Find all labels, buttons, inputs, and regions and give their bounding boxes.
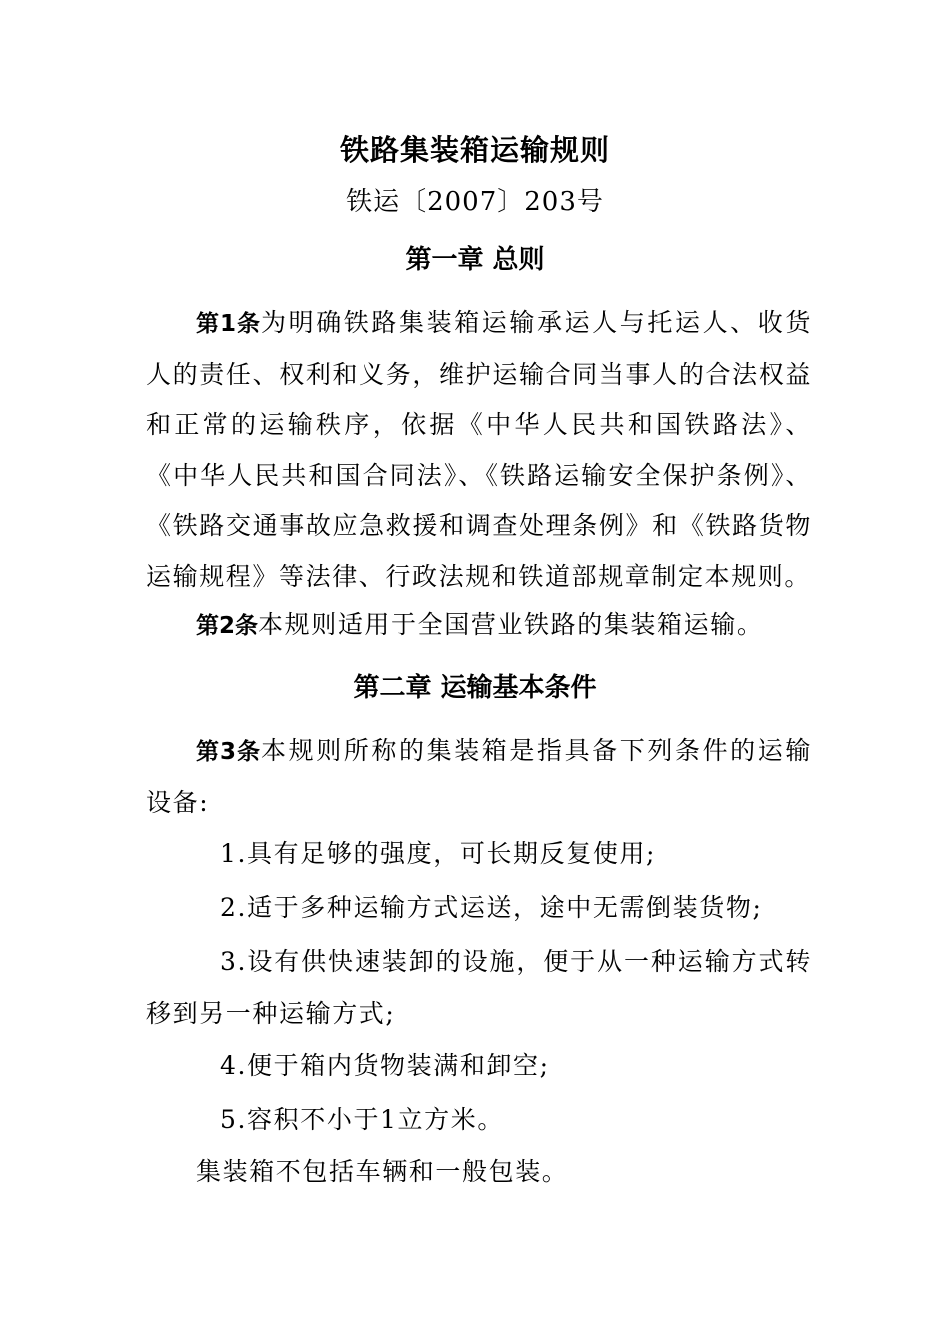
article-3 bbox=[146, 726, 812, 828]
list-item: 4.便于箱内货物装满和卸空; bbox=[220, 1051, 550, 1080]
article-1 bbox=[146, 298, 812, 602]
closing-paragraph: 集装箱不包括车辆和一般包装。 bbox=[196, 1157, 569, 1186]
article-2-number: 第2条 bbox=[196, 613, 259, 639]
chapter-1-heading: 第一章 总则 bbox=[405, 245, 545, 275]
article-1-number: 第1条 bbox=[196, 311, 261, 337]
list-item: 1.具有足够的强度，可长期反复使用; bbox=[220, 839, 657, 868]
article-1-text: 为明确铁路集装箱运输承运人与托运人、收货人的责任、权利和义务，维护运输合同当事人的合法权益和正常的运输秩序，依据《中华人民共和国铁路法》、《中华人民共和国合同法》、《铁路运输安全保护条例》、《铁路交通事故应急救援和调查处理条例》和《铁路货物运输规程》等法律、行政法规和铁道部规章制定本规则。 bbox=[146, 308, 812, 591]
list-item: 5.容积不小于1立方米。 bbox=[220, 1105, 504, 1134]
article-3-number: 第3条 bbox=[196, 739, 261, 765]
list-item: 3.设有供快速装卸的设施，便于从一种运输方式转移到另一种运输方式; bbox=[146, 947, 812, 1028]
article-3-text: 本规则所称的集装箱是指具备下列条件的运输设备: bbox=[146, 736, 812, 817]
article-2 bbox=[146, 600, 812, 652]
list-item: 2.适于多种运输方式运送，途中无需倒装货物; bbox=[220, 893, 763, 922]
document-title: 铁路集装箱运输规则 bbox=[339, 133, 610, 167]
chapter-2-heading: 第二章 运输基本条件 bbox=[353, 673, 597, 703]
document-number: 铁运〔2007〕203号 bbox=[346, 187, 604, 217]
article-2-text: 本规则适用于全国营业铁路的集装箱运输。 bbox=[258, 610, 764, 639]
